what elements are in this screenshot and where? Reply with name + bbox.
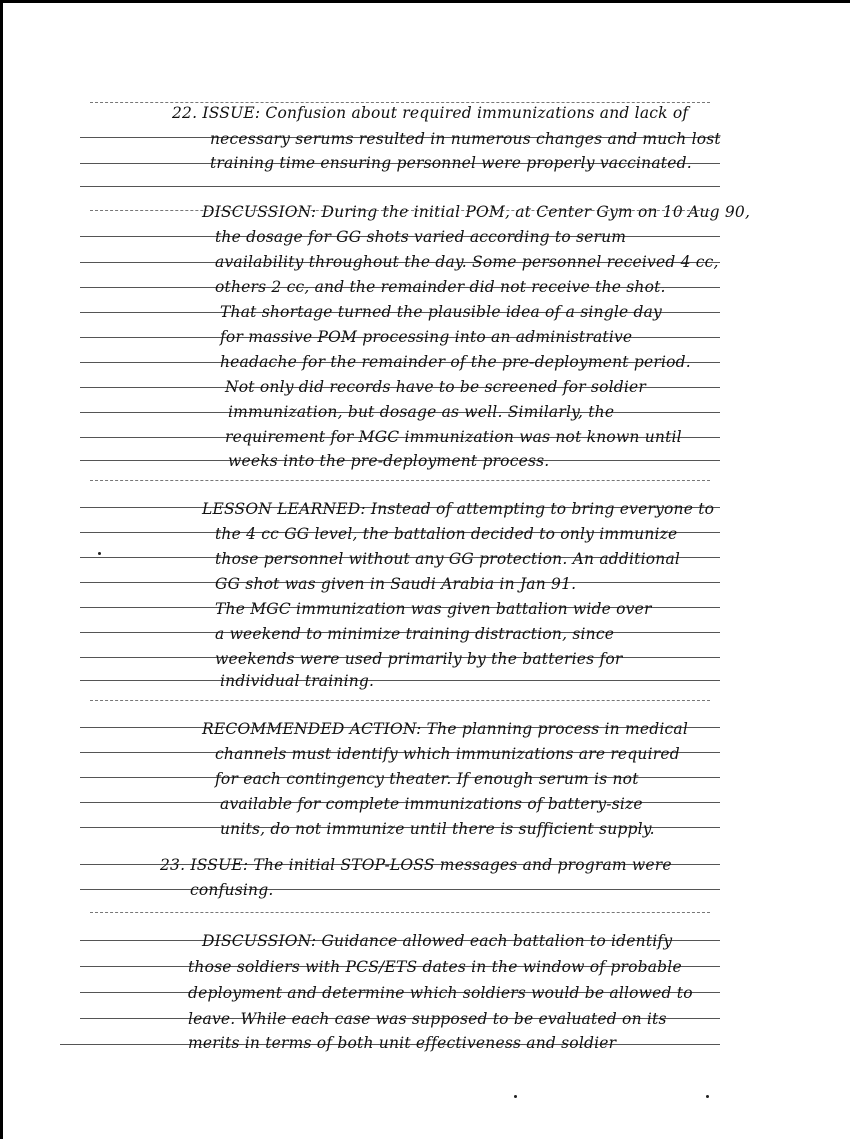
issue-22-line-1: 22. ISSUE: Confusion about required immunizations and lack of xyxy=(172,104,689,122)
discussion-22-line-5: That shortage turned the plausible idea of a single day xyxy=(220,303,662,321)
recommended-22-line-3: for each contingency theater. If enough serum is not xyxy=(215,770,639,788)
scan-speck xyxy=(706,1095,709,1098)
discussion-22-line-3: availability throughout the day. Some personnel received 4 cc, xyxy=(215,253,719,271)
discussion-22-line-4: others 2 cc, and the remainder did not receive the shot. xyxy=(215,278,666,296)
discussion-22-line-6: for massive POM processing into an administrative xyxy=(220,328,633,346)
ruled-line xyxy=(80,680,720,681)
discussion-22-line-8: Not only did records have to be screened for soldier xyxy=(225,378,647,396)
discussion-23-line-2: those soldiers with PCS/ETS dates in the window of probable xyxy=(188,958,682,976)
discussion-22-line-9: immunization, but dosage as well. Similarly, the xyxy=(228,403,615,421)
issue-23-line-1: 23. ISSUE: The initial STOP-LOSS messages and program were xyxy=(160,856,672,874)
discussion-22-line-1: DISCUSSION: During the initial POM, at Center Gym on 10 Aug 90, xyxy=(202,203,751,221)
discussion-23-line-3: deployment and determine which soldiers would be allowed to xyxy=(188,984,693,1002)
discussion-23-line-4: leave. While each case was supposed to be evaluated on its xyxy=(188,1010,667,1028)
recommended-22-line-4: available for complete immunizations of battery-size xyxy=(220,795,643,813)
lesson-22-line-2: the 4 cc GG level, the battalion decided to only immunize xyxy=(215,525,678,543)
discussion-22-line-7: headache for the remainder of the pre-deployment period. xyxy=(220,353,691,371)
recommended-22-line-2: channels must identify which immunizations are required xyxy=(215,745,680,763)
lesson-22-line-7: weekends were used primarily by the batteries for xyxy=(215,650,623,668)
issue-22-line-3: training time ensuring personnel were properly vaccinated. xyxy=(210,154,692,172)
issue-23-line-2: confusing. xyxy=(190,881,274,899)
scan-speck xyxy=(98,552,101,555)
ruled-line xyxy=(80,889,720,890)
lesson-22-line-6: a weekend to minimize training distraction, since xyxy=(215,625,615,643)
lesson-22-line-8: individual training. xyxy=(220,672,375,690)
lesson-22-line-1: LESSON LEARNED: Instead of attempting to bring everyone to xyxy=(202,500,715,518)
recommended-22-line-1: RECOMMENDED ACTION: The planning process in medical xyxy=(202,720,688,738)
discussion-23-line-1: DISCUSSION: Guidance allowed each battalion to identify xyxy=(202,932,673,950)
ruled-line xyxy=(90,480,710,481)
lesson-22-line-4: GG shot was given in Saudi Arabia in Jan 91. xyxy=(215,575,577,593)
issue-22-line-2: necessary serums resulted in numerous changes and much lost xyxy=(210,130,721,148)
recommended-22-line-5: units, do not immunize until there is sufficient supply. xyxy=(220,820,655,838)
discussion-23-line-5: merits in terms of both unit effectiveness and soldier xyxy=(188,1034,617,1052)
discussion-22-line-10: requirement for MGC immunization was not known until xyxy=(225,428,682,446)
ruled-line xyxy=(80,186,720,187)
discussion-22-line-11: weeks into the pre-deployment process. xyxy=(228,452,550,470)
ruled-line xyxy=(90,102,710,103)
lesson-22-line-3: those personnel without any GG protection. An additional xyxy=(215,550,681,568)
lesson-22-line-5: The MGC immunization was given battalion wide over xyxy=(215,600,652,618)
scan-speck xyxy=(514,1095,517,1098)
ruled-line xyxy=(90,700,710,701)
discussion-22-line-2: the dosage for GG shots varied according to serum xyxy=(215,228,627,246)
ruled-line xyxy=(90,912,710,913)
